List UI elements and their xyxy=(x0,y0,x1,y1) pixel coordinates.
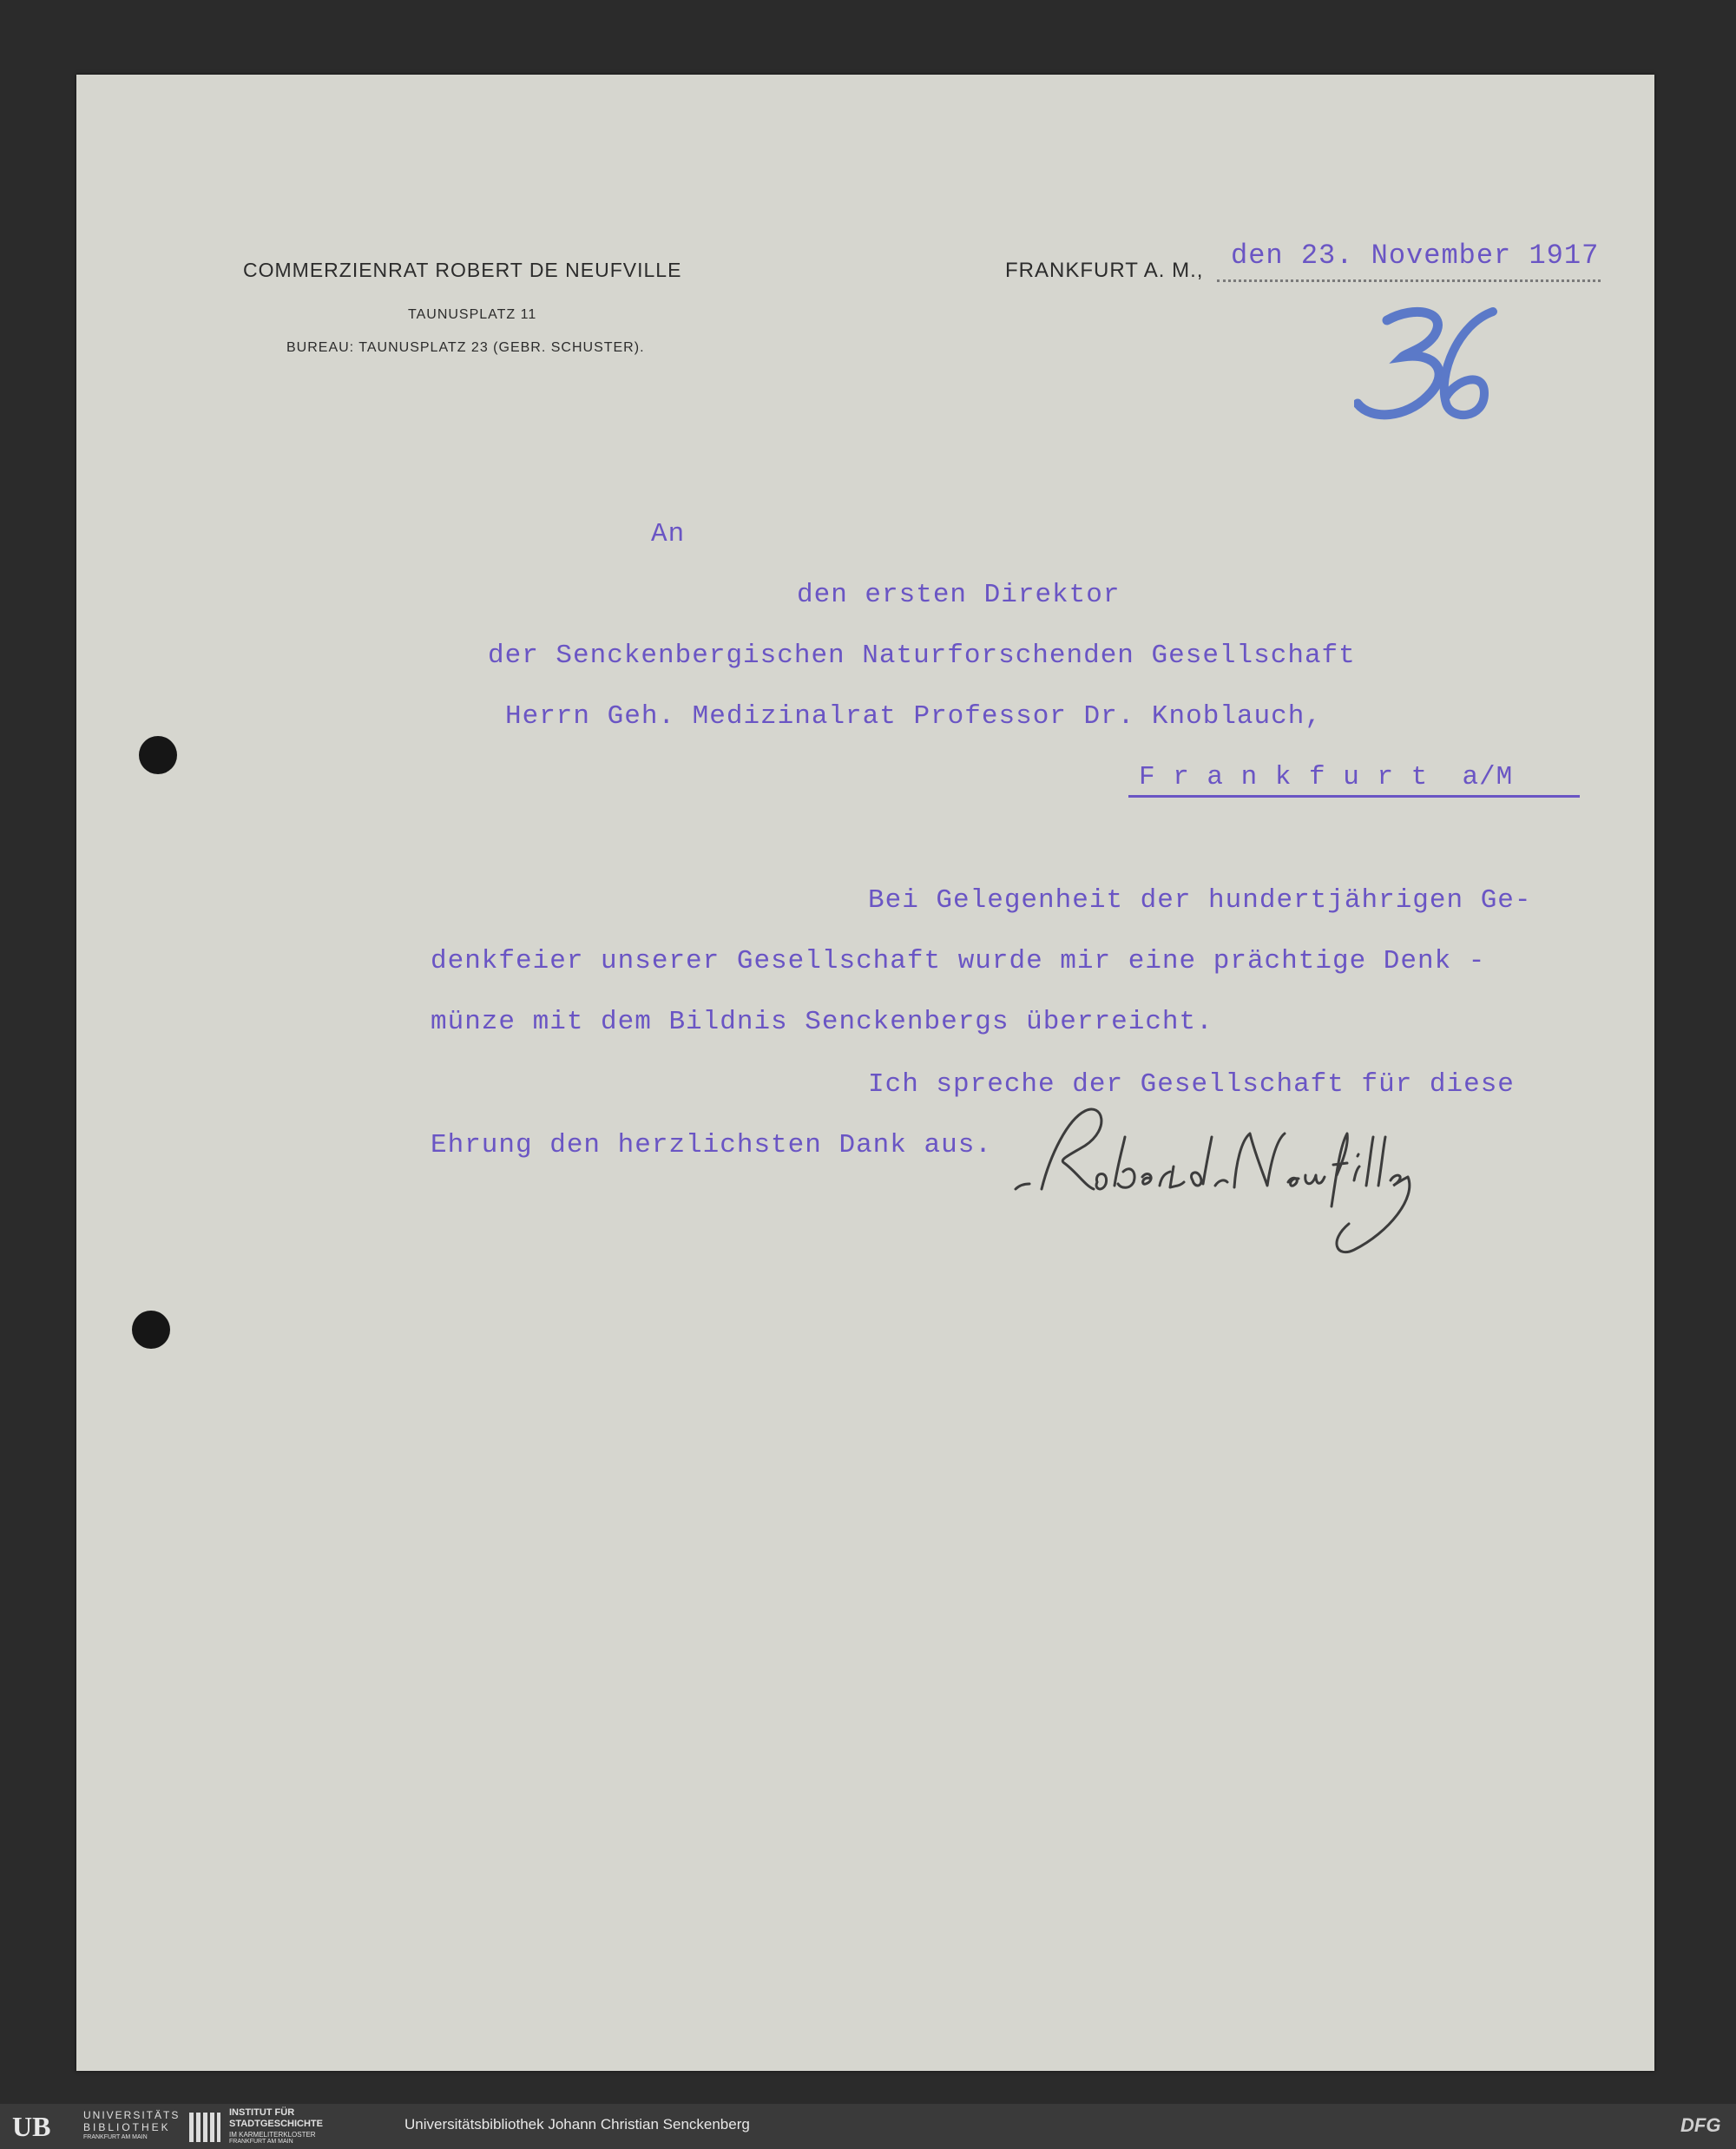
isg-line3: IM KARMELITERKLOSTER xyxy=(229,2131,316,2139)
dfg-logo: DFG xyxy=(1680,2114,1721,2136)
address-recipient: Herrn Geh. Medizinalrat Professor Dr. Knoblauch, xyxy=(505,701,1322,732)
letterhead-city: FRANKFURT A. M., xyxy=(1005,259,1204,282)
punch-hole-top xyxy=(139,736,177,774)
punch-hole-bottom xyxy=(132,1311,170,1349)
date-dotted-line xyxy=(1217,279,1601,282)
isg-line1: INSTITUT FÜR xyxy=(229,2107,295,2118)
footer-bar xyxy=(0,2104,1736,2149)
address-society: der Senckenbergischen Naturforschenden Gesellschaft xyxy=(488,641,1356,671)
address-city-underline xyxy=(1128,795,1580,798)
isg-logo-icon xyxy=(187,2111,222,2144)
letterhead-bureau: BUREAU: TAUNUSPLATZ 23 (GEBR. SCHUSTER). xyxy=(286,340,645,355)
letterhead-street: TAUNUSPLATZ 11 xyxy=(408,307,537,322)
ub-line2: BIBLIOTHEK xyxy=(83,2121,171,2133)
ub-logo: UB xyxy=(12,2111,51,2142)
body-p2-line1: Ich spreche der Gesellschaft für diese xyxy=(868,1069,1515,1100)
isg-line2: STADTGESCHICHTE xyxy=(229,2119,323,2129)
archive-number-pencil xyxy=(1354,299,1510,438)
body-p1-line1: Bei Gelegenheit der hundertjährigen Ge- xyxy=(868,885,1532,916)
letter-date: den 23. November 1917 xyxy=(1231,240,1600,272)
body-p1-line3: münze mit dem Bildnis Senckenbergs überreicht. xyxy=(431,1007,1213,1037)
address-an: An xyxy=(651,519,686,549)
body-p1-line2: denkfeier unserer Gesellschaft wurde mir eine prächtige Denk - xyxy=(431,946,1486,976)
body-p2-line2: Ehrung den herzlichsten Dank aus. xyxy=(431,1130,992,1160)
address-director: den ersten Direktor xyxy=(797,580,1121,610)
handwritten-signature xyxy=(1007,1102,1424,1276)
ub-line3: FRANKFURT AM MAIN xyxy=(83,2134,148,2140)
library-name: Universitätsbibliothek Johann Christian Senckenberg xyxy=(404,2116,750,2133)
ub-line1: UNIVERSITÄTS xyxy=(83,2109,181,2121)
address-city: F r a n k f u r t a/M xyxy=(1139,762,1514,792)
letterhead-name: COMMERZIENRAT ROBERT DE NEUFVILLE xyxy=(243,259,682,281)
isg-line4: FRANKFURT AM MAIN xyxy=(229,2139,293,2145)
